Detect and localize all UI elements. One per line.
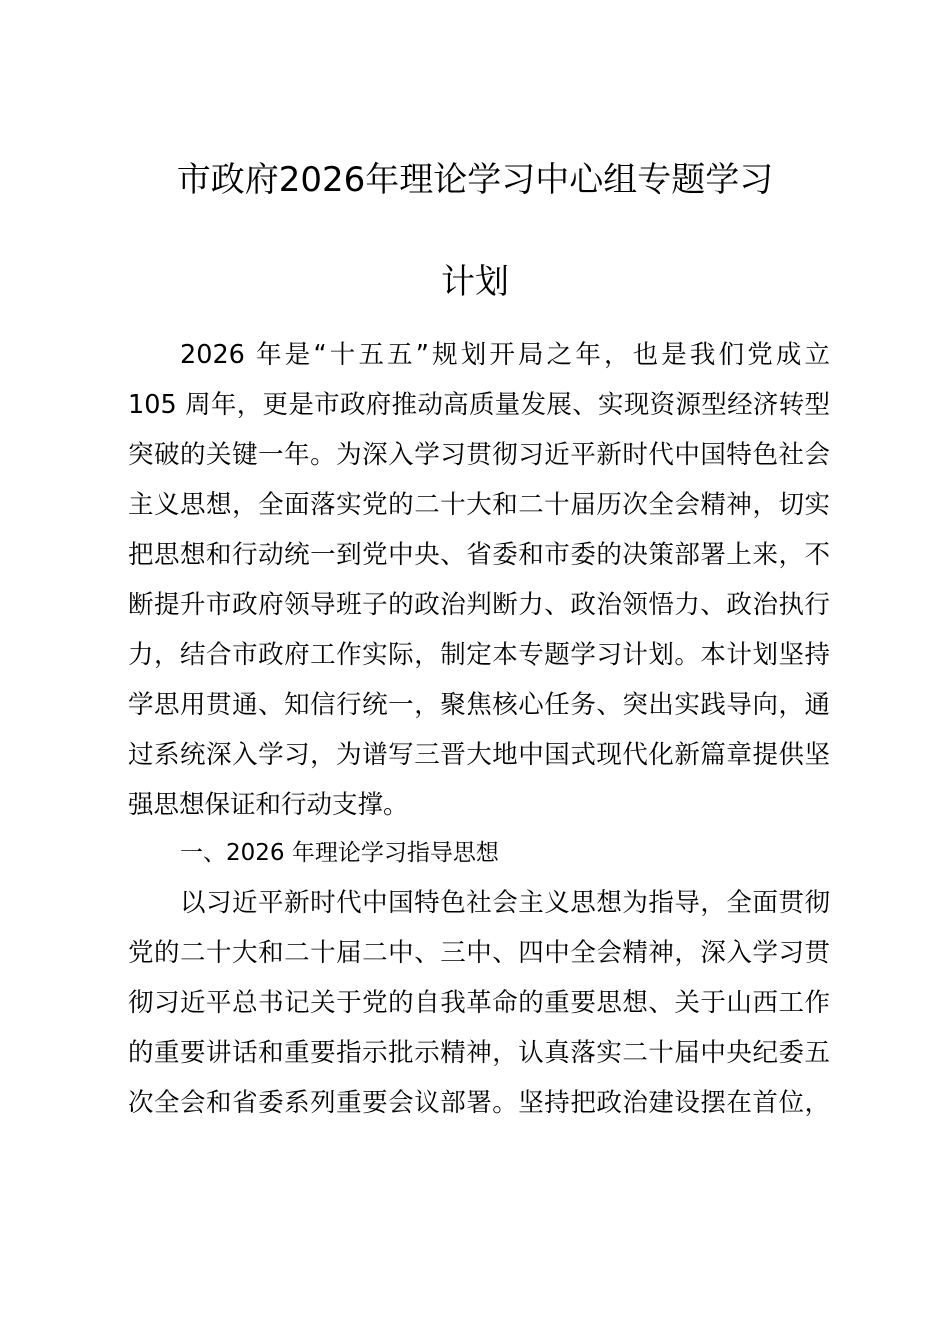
section-heading: 一、2026 年理论学习指导思想 [180, 840, 499, 866]
paragraph-line: 过系统深入学习，为谱写三晋大地中国式现代化新篇章提供坚 [128, 740, 830, 770]
paragraph-line: 次全会和省委系列重要会议部署。坚持把政治建设摆在首位， [128, 1088, 830, 1118]
paragraph-line: 105 周年，更是市政府推动高质量发展、实现资源型经济转型 [128, 390, 830, 420]
paragraph-line: 突破的关键一年。为深入学习贯彻习近平新时代中国特色社会 [128, 440, 830, 470]
paragraph-line: 党的二十大和二十届二中、三中、四中全会精神，深入学习贯 [128, 938, 830, 968]
document-title-line-2: 计划 [441, 262, 509, 302]
paragraph-line: 彻习近平总书记关于党的自我革命的重要思想、关于山西工作 [128, 988, 830, 1018]
paragraph-line: 主义思想，全面落实党的二十大和二十届历次全会精神，切实 [128, 490, 830, 520]
paragraph-line: 的重要讲话和重要指示批示精神，认真落实二十届中央纪委五 [128, 1038, 830, 1068]
paragraph-line: 以习近平新时代中国特色社会主义思想为指导，全面贯彻 [180, 888, 830, 918]
document-title-line-1: 市政府2026年理论学习中心组专题学习 [176, 160, 774, 200]
paragraph-line: 学思用贯通、知信行统一，聚焦核心任务、突出实践导向，通 [128, 690, 830, 720]
paragraph-line: 2026 年是“十五五”规划开局之年，也是我们党成立 [180, 340, 830, 370]
paragraph-line: 断提升市政府领导班子的政治判断力、政治领悟力、政治执行 [128, 590, 830, 620]
paragraph-line: 强思想保证和行动支撑。 [128, 790, 409, 820]
paragraph-line: 把思想和行动统一到党中央、省委和市委的决策部署上来，不 [128, 540, 830, 570]
paragraph-line: 力，结合市政府工作实际，制定本专题学习计划。本计划坚持 [128, 640, 830, 670]
